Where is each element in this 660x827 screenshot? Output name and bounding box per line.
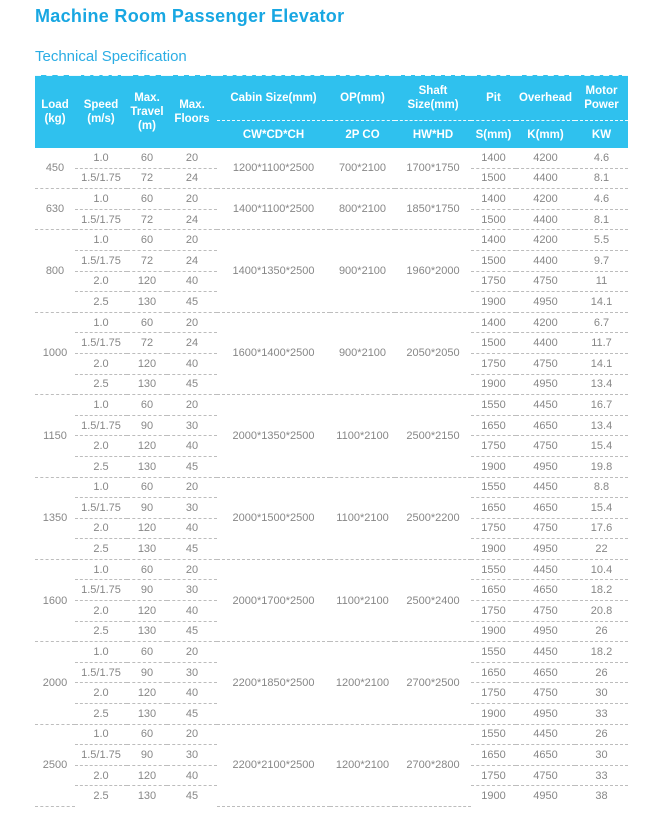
cell-travel: 130 (127, 374, 167, 395)
cell-travel: 90 (127, 498, 167, 519)
table-row (35, 148, 628, 168)
cell-speed: 1.0 (75, 230, 127, 251)
cell-cabin: 1200*1100*2500 (217, 148, 330, 189)
col-subheader-overhead: K(mm) (516, 121, 575, 149)
cell-speed: 1.5/1.75 (75, 580, 127, 601)
cell-pit: 1900 (471, 786, 516, 806)
cell-floors: 30 (167, 662, 217, 683)
cell-travel: 60 (127, 724, 167, 745)
cell-overhead: 4950 (516, 456, 575, 477)
cell-op: 800*2100 (330, 189, 395, 230)
cell-floors: 24 (167, 209, 217, 230)
cell-cabin: 2000*1350*2500 (217, 395, 330, 477)
cell-power: 13.4 (575, 374, 628, 395)
cell-speed: 1.5/1.75 (75, 745, 127, 766)
cell-overhead: 4200 (516, 189, 575, 210)
cell-load: 1350 (35, 477, 75, 559)
cell-power: 16.7 (575, 395, 628, 416)
cell-pit: 1900 (471, 456, 516, 477)
cell-power: 14.1 (575, 353, 628, 374)
cell-floors: 30 (167, 415, 217, 436)
cell-overhead: 4650 (516, 580, 575, 601)
cell-pit: 1750 (471, 436, 516, 457)
cell-speed: 1.5/1.75 (75, 662, 127, 683)
cell-speed: 2.5 (75, 786, 127, 806)
cell-shaft: 2500*2150 (395, 395, 471, 477)
cell-overhead: 4200 (516, 148, 575, 168)
col-header-load: Load (kg) (35, 75, 75, 148)
cell-travel: 120 (127, 601, 167, 622)
cell-overhead: 4450 (516, 724, 575, 745)
cell-speed: 1.0 (75, 312, 127, 333)
cell-floors: 40 (167, 683, 217, 704)
cell-pit: 1900 (471, 374, 516, 395)
cell-power: 10.4 (575, 559, 628, 580)
cell-pit: 1500 (471, 250, 516, 271)
col-header-pit: Pit (471, 75, 516, 121)
cell-floors: 20 (167, 312, 217, 333)
cell-pit: 1750 (471, 683, 516, 704)
cell-cabin: 2000*1700*2500 (217, 559, 330, 641)
cell-travel: 60 (127, 395, 167, 416)
cell-speed: 2.0 (75, 436, 127, 457)
cell-op: 700*2100 (330, 148, 395, 189)
col-header-overhead: Overhead (516, 75, 575, 121)
cell-travel: 130 (127, 786, 167, 806)
cell-power: 20.8 (575, 601, 628, 622)
col-header-speed: Speed (m/s) (75, 75, 127, 148)
cell-floors: 45 (167, 539, 217, 560)
cell-travel: 130 (127, 704, 167, 725)
cell-speed: 1.5/1.75 (75, 250, 127, 271)
table-row (35, 312, 628, 333)
cell-travel: 120 (127, 271, 167, 292)
cell-shaft: 2500*2400 (395, 559, 471, 641)
cell-travel: 90 (127, 662, 167, 683)
cell-load: 630 (35, 189, 75, 230)
cell-travel: 60 (127, 642, 167, 663)
cell-travel: 120 (127, 518, 167, 539)
cell-overhead: 4450 (516, 559, 575, 580)
cell-overhead: 4400 (516, 209, 575, 230)
cell-travel: 60 (127, 477, 167, 498)
cell-overhead: 4750 (516, 353, 575, 374)
cell-cabin: 2200*1850*2500 (217, 642, 330, 724)
cell-pit: 1750 (471, 271, 516, 292)
cell-speed: 2.0 (75, 765, 127, 786)
cell-travel: 60 (127, 312, 167, 333)
cell-power: 8.1 (575, 168, 628, 189)
cell-pit: 1550 (471, 559, 516, 580)
cell-travel: 60 (127, 148, 167, 168)
cell-floors: 40 (167, 271, 217, 292)
cell-overhead: 4750 (516, 271, 575, 292)
cell-overhead: 4950 (516, 704, 575, 725)
cell-speed: 2.5 (75, 621, 127, 642)
cell-op: 1200*2100 (330, 724, 395, 806)
cell-power: 26 (575, 662, 628, 683)
cell-travel: 120 (127, 353, 167, 374)
cell-speed: 1.5/1.75 (75, 333, 127, 354)
cell-pit: 1650 (471, 415, 516, 436)
col-subheader-cabin-size: CW*CD*CH (217, 121, 330, 149)
cell-travel: 130 (127, 539, 167, 560)
col-subheader-shaft-size: HW*HD (395, 121, 471, 149)
cell-load: 2500 (35, 724, 75, 806)
cell-pit: 1550 (471, 724, 516, 745)
spec-table-body (35, 148, 628, 806)
cell-floors: 40 (167, 765, 217, 786)
cell-pit: 1750 (471, 765, 516, 786)
cell-overhead: 4750 (516, 765, 575, 786)
cell-floors: 45 (167, 456, 217, 477)
col-subheader-pit: S(mm) (471, 121, 516, 149)
cell-overhead: 4750 (516, 601, 575, 622)
cell-pit: 1900 (471, 292, 516, 313)
cell-pit: 1550 (471, 477, 516, 498)
cell-floors: 20 (167, 642, 217, 663)
cell-pit: 1900 (471, 539, 516, 560)
cell-power: 11.7 (575, 333, 628, 354)
col-subheader-op: 2P CO (330, 121, 395, 149)
cell-floors: 45 (167, 786, 217, 806)
cell-travel: 72 (127, 209, 167, 230)
cell-overhead: 4950 (516, 786, 575, 806)
cell-op: 1100*2100 (330, 395, 395, 477)
cell-speed: 2.0 (75, 353, 127, 374)
cell-pit: 1400 (471, 230, 516, 251)
cell-speed: 2.0 (75, 683, 127, 704)
cell-travel: 60 (127, 230, 167, 251)
cell-floors: 30 (167, 580, 217, 601)
cell-overhead: 4950 (516, 621, 575, 642)
cell-pit: 1400 (471, 312, 516, 333)
cell-speed: 1.0 (75, 559, 127, 580)
cell-cabin: 2200*2100*2500 (217, 724, 330, 806)
cell-power: 17.6 (575, 518, 628, 539)
cell-floors: 20 (167, 230, 217, 251)
cell-speed: 2.0 (75, 518, 127, 539)
cell-overhead: 4750 (516, 518, 575, 539)
cell-pit: 1650 (471, 580, 516, 601)
cell-power: 5.5 (575, 230, 628, 251)
cell-pit: 1500 (471, 333, 516, 354)
cell-overhead: 4650 (516, 662, 575, 683)
table-row (35, 477, 628, 498)
table-row (35, 642, 628, 663)
cell-floors: 20 (167, 148, 217, 168)
cell-speed: 1.0 (75, 395, 127, 416)
cell-shaft: 1850*1750 (395, 189, 471, 230)
cell-travel: 130 (127, 292, 167, 313)
cell-load: 1600 (35, 559, 75, 641)
col-header-op: OP(mm) (330, 75, 395, 121)
cell-floors: 20 (167, 189, 217, 210)
cell-shaft: 1960*2000 (395, 230, 471, 312)
cell-floors: 24 (167, 168, 217, 189)
cell-power: 9.7 (575, 250, 628, 271)
cell-overhead: 4650 (516, 745, 575, 766)
cell-op: 1100*2100 (330, 477, 395, 559)
cell-load: 450 (35, 148, 75, 189)
cell-power: 18.2 (575, 580, 628, 601)
cell-pit: 1550 (471, 642, 516, 663)
cell-power: 6.7 (575, 312, 628, 333)
cell-speed: 1.0 (75, 642, 127, 663)
cell-load: 2000 (35, 642, 75, 724)
cell-floors: 40 (167, 518, 217, 539)
cell-op: 900*2100 (330, 312, 395, 394)
cell-power: 8.8 (575, 477, 628, 498)
cell-shaft: 1700*1750 (395, 148, 471, 189)
cell-power: 22 (575, 539, 628, 560)
cell-floors: 30 (167, 745, 217, 766)
cell-pit: 1900 (471, 621, 516, 642)
cell-power: 15.4 (575, 436, 628, 457)
cell-speed: 2.5 (75, 704, 127, 725)
cell-floors: 45 (167, 292, 217, 313)
cell-travel: 130 (127, 621, 167, 642)
cell-travel: 130 (127, 456, 167, 477)
section-title: Technical Specification (35, 48, 187, 65)
cell-travel: 90 (127, 580, 167, 601)
cell-floors: 24 (167, 333, 217, 354)
cell-speed: 2.5 (75, 374, 127, 395)
cell-speed: 2.0 (75, 601, 127, 622)
cell-power: 38 (575, 786, 628, 806)
cell-travel: 60 (127, 559, 167, 580)
cell-floors: 40 (167, 601, 217, 622)
col-header-max-travel: Max. Travel (m) (127, 75, 167, 148)
cell-overhead: 4750 (516, 436, 575, 457)
col-header-motor-power: Motor Power (575, 75, 628, 121)
cell-speed: 2.5 (75, 292, 127, 313)
cell-floors: 45 (167, 621, 217, 642)
cell-power: 19.8 (575, 456, 628, 477)
cell-load: 1150 (35, 395, 75, 477)
spec-table (35, 74, 628, 807)
cell-speed: 1.5/1.75 (75, 498, 127, 519)
cell-pit: 1750 (471, 601, 516, 622)
cell-power: 33 (575, 765, 628, 786)
cell-speed: 1.5/1.75 (75, 415, 127, 436)
page-title: Machine Room Passenger Elevator (35, 6, 345, 26)
cell-pit: 1650 (471, 498, 516, 519)
cell-overhead: 4200 (516, 230, 575, 251)
cell-cabin: 1600*1400*2500 (217, 312, 330, 394)
cell-power: 8.1 (575, 209, 628, 230)
cell-pit: 1750 (471, 353, 516, 374)
cell-power: 4.6 (575, 148, 628, 168)
cell-shaft: 2700*2500 (395, 642, 471, 724)
cell-power: 33 (575, 704, 628, 725)
cell-overhead: 4650 (516, 498, 575, 519)
col-subheader-motor-power: KW (575, 121, 628, 149)
cell-overhead: 4950 (516, 374, 575, 395)
cell-cabin: 1400*1100*2500 (217, 189, 330, 230)
cell-power: 13.4 (575, 415, 628, 436)
spec-table-header (35, 75, 628, 148)
col-header-shaft-size: Shaft Size(mm) (395, 75, 471, 121)
cell-power: 15.4 (575, 498, 628, 519)
cell-speed: 2.0 (75, 271, 127, 292)
cell-floors: 20 (167, 477, 217, 498)
cell-floors: 40 (167, 353, 217, 374)
cell-pit: 1500 (471, 168, 516, 189)
cell-pit: 1550 (471, 395, 516, 416)
col-header-cabin-size: Cabin Size(mm) (217, 75, 330, 121)
cell-shaft: 2700*2800 (395, 724, 471, 806)
table-row (35, 559, 628, 580)
cell-overhead: 4450 (516, 642, 575, 663)
table-row (35, 230, 628, 251)
cell-load: 800 (35, 230, 75, 312)
cell-speed: 1.0 (75, 724, 127, 745)
cell-overhead: 4950 (516, 539, 575, 560)
cell-travel: 60 (127, 189, 167, 210)
cell-power: 11 (575, 271, 628, 292)
cell-floors: 20 (167, 559, 217, 580)
cell-overhead: 4450 (516, 477, 575, 498)
cell-speed: 2.5 (75, 456, 127, 477)
cell-floors: 45 (167, 704, 217, 725)
cell-pit: 1400 (471, 148, 516, 168)
cell-overhead: 4400 (516, 168, 575, 189)
cell-overhead: 4950 (516, 292, 575, 313)
cell-floors: 20 (167, 395, 217, 416)
cell-power: 18.2 (575, 642, 628, 663)
cell-pit: 1650 (471, 745, 516, 766)
cell-floors: 20 (167, 724, 217, 745)
cell-speed: 1.0 (75, 189, 127, 210)
cell-speed: 1.5/1.75 (75, 168, 127, 189)
cell-power: 26 (575, 621, 628, 642)
cell-floors: 45 (167, 374, 217, 395)
cell-travel: 72 (127, 250, 167, 271)
cell-op: 900*2100 (330, 230, 395, 312)
cell-pit: 1650 (471, 662, 516, 683)
table-row (35, 395, 628, 416)
cell-overhead: 4400 (516, 333, 575, 354)
cell-speed: 2.5 (75, 539, 127, 560)
cell-speed: 1.5/1.75 (75, 209, 127, 230)
cell-speed: 1.0 (75, 148, 127, 168)
cell-power: 30 (575, 745, 628, 766)
cell-overhead: 4750 (516, 683, 575, 704)
header-row-top (35, 75, 628, 121)
cell-travel: 120 (127, 765, 167, 786)
cell-travel: 90 (127, 745, 167, 766)
cell-overhead: 4400 (516, 250, 575, 271)
table-row (35, 189, 628, 210)
cell-speed: 1.0 (75, 477, 127, 498)
table-row (35, 724, 628, 745)
cell-op: 1100*2100 (330, 559, 395, 641)
cell-travel: 120 (127, 683, 167, 704)
cell-op: 1200*2100 (330, 642, 395, 724)
cell-power: 14.1 (575, 292, 628, 313)
cell-pit: 1900 (471, 704, 516, 725)
cell-load: 1000 (35, 312, 75, 394)
cell-floors: 30 (167, 498, 217, 519)
cell-power: 4.6 (575, 189, 628, 210)
cell-pit: 1500 (471, 209, 516, 230)
cell-travel: 90 (127, 415, 167, 436)
cell-shaft: 2050*2050 (395, 312, 471, 394)
cell-pit: 1400 (471, 189, 516, 210)
cell-travel: 72 (127, 333, 167, 354)
cell-travel: 72 (127, 168, 167, 189)
cell-overhead: 4450 (516, 395, 575, 416)
cell-cabin: 2000*1500*2500 (217, 477, 330, 559)
cell-power: 26 (575, 724, 628, 745)
cell-pit: 1750 (471, 518, 516, 539)
col-header-max-floors: Max. Floors (167, 75, 217, 148)
cell-floors: 24 (167, 250, 217, 271)
cell-travel: 120 (127, 436, 167, 457)
cell-cabin: 1400*1350*2500 (217, 230, 330, 312)
cell-overhead: 4650 (516, 415, 575, 436)
cell-shaft: 2500*2200 (395, 477, 471, 559)
cell-overhead: 4200 (516, 312, 575, 333)
cell-power: 30 (575, 683, 628, 704)
cell-floors: 40 (167, 436, 217, 457)
